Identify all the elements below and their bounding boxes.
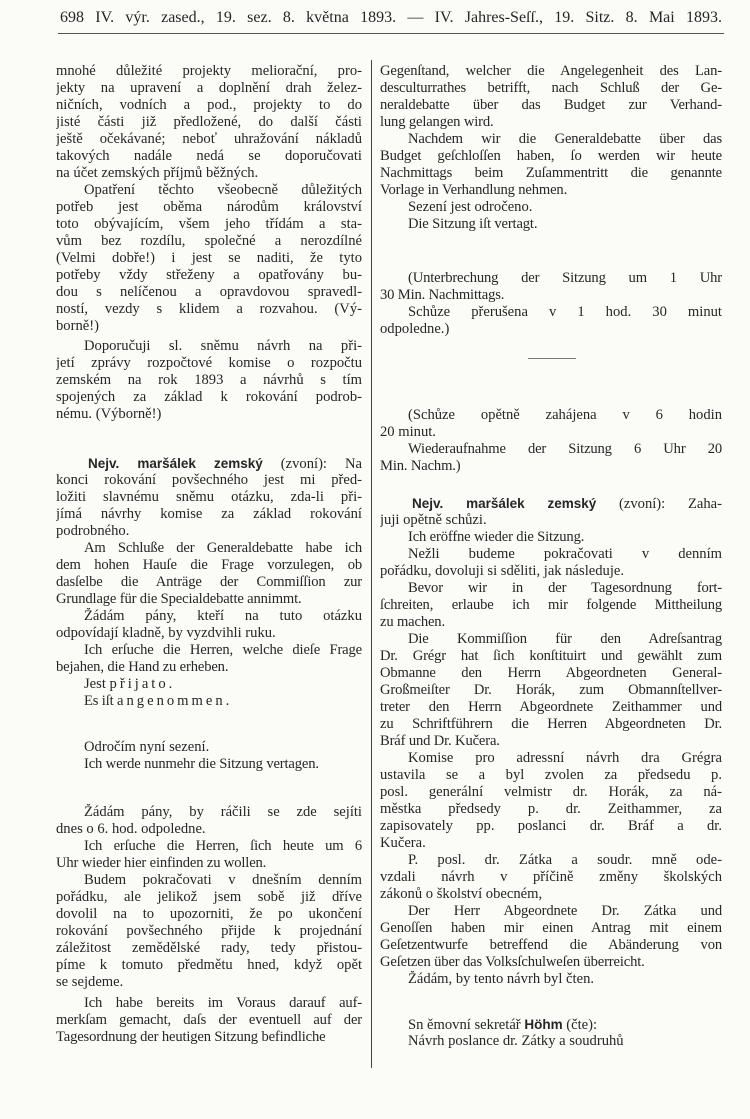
spaced-text: přijato. bbox=[109, 676, 176, 692]
text-line bbox=[380, 495, 722, 512]
paragraph bbox=[380, 1033, 722, 1050]
paragraph bbox=[380, 971, 722, 988]
left-section-4 bbox=[56, 804, 362, 991]
text-line: mnohé důležité projekty meliorační, pro- bbox=[56, 63, 362, 79]
text-line: Grundlage für die Specialdebatte annimmt. bbox=[56, 591, 302, 607]
paragraph bbox=[380, 750, 722, 852]
text-run: Es iſt bbox=[84, 693, 118, 709]
text-line: ničních, vodních a pod., projekty to do bbox=[56, 97, 362, 113]
text-line: dou s nelíčenou a opravdovou spravedl- bbox=[56, 284, 362, 300]
paragraph bbox=[380, 529, 722, 546]
text-line: 20 minut. bbox=[380, 424, 436, 440]
text-line: ložiti slavnému sněmu otázku, zda-li při- bbox=[56, 489, 362, 505]
text-line: Vorlage in Verhandlung nehmen. bbox=[380, 182, 568, 198]
text-line: Opatření těchto všeobecně důležitých bbox=[84, 182, 362, 198]
text-line: odpovídají kladně, by vyzdvihli ruku. bbox=[56, 625, 276, 641]
header-rule bbox=[58, 33, 724, 34]
text-line: potřeby vždy střeženy a opatřovány bu- bbox=[56, 267, 362, 283]
text-line: Bevor wir in der Tagesordnung fort- bbox=[408, 580, 722, 596]
text-line: Budem pokračovati v dnešním denním bbox=[84, 872, 362, 888]
text-line: Ich habe bereits im Voraus darauf auf- bbox=[84, 995, 362, 1011]
text-line: Odročím nyní sezení. bbox=[84, 739, 210, 755]
text-line: Die Sitzung iſt vertagt. bbox=[408, 216, 538, 232]
text-run: (zvoní): Na bbox=[262, 456, 362, 472]
text-line: jekty na upravení a doplnění drah želez- bbox=[56, 80, 362, 96]
paragraph bbox=[380, 903, 722, 971]
speaker-paragraph bbox=[380, 495, 722, 529]
text-line: Nachmittags beim Zuſammentritt die genannte bbox=[380, 165, 722, 181]
text-line: zákonů o školství obecném, bbox=[380, 886, 543, 902]
paragraph bbox=[380, 199, 722, 216]
left-section-3 bbox=[56, 739, 362, 773]
paragraph bbox=[56, 804, 362, 838]
text-line: Geſetzen über das Volksſchulweſen überreicht. bbox=[380, 954, 645, 970]
text-line: juji opětně schůzi. bbox=[380, 512, 487, 528]
text-line: zu Schriftführern die Herren Abgeordneten Dr. bbox=[380, 716, 722, 732]
text-line: jímá návrhy komise za základ rokování bbox=[56, 506, 362, 522]
text-line: Žádám, by tento návrh byl čten. bbox=[408, 971, 595, 987]
text-line: pořádku, ale jelikož jsem sobě již dříve bbox=[56, 889, 362, 905]
text-line: Der Herr Abgeordnete Dr. Zátka und bbox=[408, 903, 722, 919]
text-line: Großmeiſter Dr. Horák, zum Obmannſtellver- bbox=[380, 682, 722, 698]
text-line: Doporučuji sl. sněmu návrh na při- bbox=[84, 338, 362, 354]
right-section-1 bbox=[380, 63, 722, 233]
text-line: Min. Nachm.) bbox=[380, 458, 461, 474]
text-line: bejahen, die Hand zu erheben. bbox=[56, 659, 229, 675]
speaker-name: Nejv. maršálek zemský bbox=[88, 456, 263, 471]
text-line: pořádku, dovoluji si sděliti, jak následuje. bbox=[380, 563, 625, 579]
text-line bbox=[56, 676, 362, 693]
text-line: Ich erſuche die Herren, ſich heute um 6 bbox=[84, 838, 362, 854]
text-line: Uhr wieder hier einfinden zu wollen. bbox=[56, 855, 267, 871]
text-line: ſchreiten, erlaube ich mir folgende Mittheilung bbox=[380, 597, 722, 613]
text-line: (Schůze opětně zahájena v 6 hodin bbox=[408, 407, 722, 423]
text-line: Obmanne den Herrn Abgeordneten General- bbox=[380, 665, 722, 681]
text-line: Geſetzentwurfe betreffend die Abänderung von bbox=[380, 937, 722, 953]
text-line: merkſam gemacht, daſs der eventuell auf der bbox=[56, 1012, 362, 1028]
text-run: (zvoní): Zaha- bbox=[596, 496, 722, 512]
speaker-paragraph bbox=[56, 455, 362, 540]
paragraph bbox=[380, 407, 722, 441]
text-line: zemském na rok 1893 a návrhů s tím bbox=[56, 372, 362, 388]
paragraph bbox=[56, 756, 362, 773]
text-line: podrobného. bbox=[56, 523, 130, 539]
text-run: Sn ěmovní sekretář bbox=[408, 1017, 525, 1033]
text-line: konci rokování povšechného jest mi před- bbox=[56, 472, 362, 488]
text-line: Návrh poslance dr. Zátky a soudruhů bbox=[408, 1033, 624, 1049]
text-line: Žádám pány, by ráčili se zde sejíti bbox=[84, 804, 362, 820]
text-line: rokování povšechného přijde k projednání bbox=[56, 923, 362, 939]
text-line: dem hohen Hauſe die Frage vorzulegen, ob bbox=[56, 557, 362, 573]
text-line: toto obývajícím, všem jeho třídám a sta- bbox=[56, 216, 362, 232]
section-separator bbox=[528, 358, 576, 359]
paragraph bbox=[56, 608, 362, 642]
text-line: Die Kommiſſion für den Adreſsantrag bbox=[408, 631, 722, 647]
text-line: lung gelangen wird. bbox=[380, 114, 494, 130]
text-line: Žádám pány, kteří na tuto otázku bbox=[84, 608, 362, 624]
page-header: 698 IV. výr. zased., 19. sez. 8. května 1893. — IV. Jahres-Seſſ., 19. Sitz. 8. Mai 1893. bbox=[60, 9, 722, 26]
paragraph bbox=[56, 540, 362, 608]
paragraph bbox=[380, 304, 722, 338]
text-line: (Velmi dobře!) i jest se naditi, že tyto bbox=[56, 250, 362, 266]
paragraph bbox=[380, 852, 722, 903]
text-line: vzdali návrh v příčině změny školských bbox=[380, 869, 722, 885]
right-section-4 bbox=[380, 495, 722, 988]
text-line: ností, vezdy s klidem a rozvahou. (Vý- bbox=[56, 301, 362, 317]
paragraph bbox=[380, 131, 722, 199]
paragraph bbox=[56, 63, 362, 182]
text-line: píme k tomuto předmětu hned, když opět bbox=[56, 957, 362, 973]
text-line: na účet zemských příjmů běžných. bbox=[56, 165, 259, 181]
speaker-name: Höhm bbox=[524, 1017, 563, 1032]
text-run: (čte): bbox=[562, 1017, 598, 1033]
text-line: Dr. Grégr hat ſich konſtituirt und gewählt zum bbox=[380, 648, 722, 664]
left-section-1 bbox=[56, 63, 362, 423]
text-line: Ich eröffne wieder die Sitzung. bbox=[408, 529, 585, 545]
right-section-2 bbox=[380, 270, 722, 338]
text-line: Bráf und Dr. Kučera. bbox=[380, 733, 500, 749]
text-line: Komise pro adressní návrh dra Grégra bbox=[408, 750, 722, 766]
column-divider bbox=[371, 60, 372, 1068]
text-line: 30 Min. Nachmittags. bbox=[380, 287, 505, 303]
text-line: ustavila se a byl zvolen za předsedu p. bbox=[380, 767, 722, 783]
text-line: Kučera. bbox=[380, 835, 426, 851]
text-line: nému. (Výborně!) bbox=[56, 406, 162, 422]
right-section-5 bbox=[380, 1016, 722, 1050]
text-line: spojených za základ k rokování podrob- bbox=[56, 389, 362, 405]
text-line: Tagesordnung der heutigen Sitzung befindliche bbox=[56, 1029, 326, 1045]
paragraph bbox=[380, 631, 722, 750]
left-section-5 bbox=[56, 995, 362, 1046]
paragraph bbox=[380, 63, 722, 131]
text-line bbox=[56, 455, 362, 472]
text-line: ještě očekávané; neboť uhražování nákladů bbox=[56, 131, 362, 147]
text-line: Wiederaufnahme der Sitzung 6 Uhr 20 bbox=[408, 441, 722, 457]
text-line: dasſelbe die Anträge der Commiſſion zur bbox=[56, 574, 362, 590]
text-line: treter den Herrn Abgeordnete Zeithammer und bbox=[380, 699, 722, 715]
paragraph bbox=[56, 872, 362, 991]
text-line: Ich werde nunmehr die Sitzung vertagen. bbox=[84, 756, 319, 772]
text-line: Gegenſtand, welcher die Angelegenheit des Lan- bbox=[380, 63, 722, 79]
text-line: Ich erſuche die Herren, welche dieſe Frage bbox=[84, 642, 362, 658]
text-line: městka předsedy p. dr. Zeithammer, za bbox=[380, 801, 722, 817]
text-line: Nežli budeme pokračovati v denním bbox=[408, 546, 722, 562]
text-line: desculturrathes betrifft, nach Schluß der Ge- bbox=[380, 80, 722, 96]
paragraph bbox=[380, 216, 722, 233]
text-line: (Unterbrechung der Sitzung um 1 Uhr bbox=[408, 270, 722, 286]
text-line bbox=[56, 693, 362, 710]
text-line: Am Schluße der Generaldebatte habe ich bbox=[84, 540, 362, 556]
paragraph bbox=[56, 676, 362, 693]
paragraph bbox=[56, 338, 362, 423]
text-line: Genoſſen haben mir einen Antrag mit einem bbox=[380, 920, 722, 936]
text-line: P. posl. dr. Zátka a soudr. mně ode- bbox=[408, 852, 722, 868]
text-line: zapisovately pp. poslanci dr. Bráf a dr. bbox=[380, 818, 722, 834]
text-line: posl. generální velmistr dr. Horák, za ná- bbox=[380, 784, 722, 800]
text-line bbox=[380, 1016, 722, 1033]
paragraph bbox=[380, 580, 722, 631]
text-line: záležitost zemědělské rady, tedy přistou- bbox=[56, 940, 362, 956]
text-line: takových nadále nedá se doporučovati bbox=[56, 148, 362, 164]
text-run: Jest bbox=[84, 676, 110, 692]
paragraph bbox=[56, 739, 362, 756]
speaker-paragraph bbox=[380, 1016, 722, 1033]
paragraph bbox=[380, 270, 722, 304]
paragraph bbox=[56, 642, 362, 676]
paragraph bbox=[380, 546, 722, 580]
text-line: borně!) bbox=[56, 318, 99, 334]
paragraph bbox=[56, 182, 362, 335]
spaced-text: angenommen. bbox=[117, 693, 233, 709]
text-line: neraldebatte über das Budget zur Verhand- bbox=[380, 97, 722, 113]
text-line: zu machen. bbox=[380, 614, 445, 630]
paragraph bbox=[56, 693, 362, 710]
text-line: Schůze přerušena v 1 hod. 30 minut bbox=[408, 304, 722, 320]
text-line: vům bez rozdílu, společné a nerozdílné bbox=[56, 233, 362, 249]
text-line: odpoledne.) bbox=[380, 321, 450, 337]
text-line: dovolil na to upozorniti, že po ukončení bbox=[56, 906, 362, 922]
text-line: se sejdeme. bbox=[56, 974, 124, 990]
paragraph bbox=[56, 838, 362, 872]
text-line: Nachdem wir die Generaldebatte über das bbox=[408, 131, 722, 147]
paragraph bbox=[380, 441, 722, 475]
text-line: Sezení jest odročeno. bbox=[408, 199, 533, 215]
text-line: jisté části již předložené, do další části bbox=[56, 114, 362, 130]
paragraph bbox=[56, 995, 362, 1046]
text-line: dnes o 6. hod. odpoledne. bbox=[56, 821, 206, 837]
text-line: Budget geſchloſſen haben, ſo werden wir heute bbox=[380, 148, 722, 164]
speaker-name: Nejv. maršálek zemský bbox=[412, 496, 597, 511]
right-section-3 bbox=[380, 407, 722, 475]
left-section-2 bbox=[56, 455, 362, 710]
text-line: jetí zprávy rozpočtové komise o rozpočtu bbox=[56, 355, 362, 371]
text-line: potřeb jest oběma národům království bbox=[56, 199, 362, 215]
